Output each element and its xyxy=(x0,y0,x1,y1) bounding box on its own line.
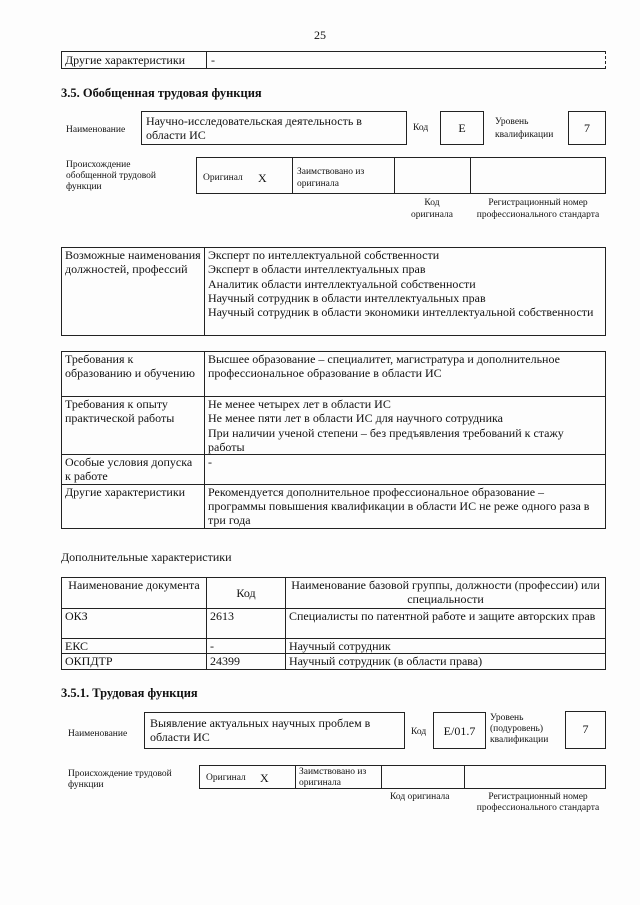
name-label: Наименование xyxy=(66,125,126,135)
position-item: Эксперт по интеллектуальной собственности xyxy=(208,248,440,262)
top-row-label: Другие характеристики xyxy=(65,53,186,67)
additional-table xyxy=(61,577,606,670)
reg-number-label: Регистрационный номер профессионального стандарта xyxy=(476,198,600,220)
level-label-2: Уровень (подуровень) квалификации xyxy=(490,713,549,745)
header-code: Код xyxy=(207,578,286,609)
doc-group: Научный сотрудник xyxy=(286,639,606,654)
top-row-value-cell xyxy=(206,51,606,69)
level-label: Уровень квалификации xyxy=(495,117,554,140)
level-value-2: 7 xyxy=(582,722,589,736)
additional-row xyxy=(62,609,606,639)
code-original-label: Код оригинала xyxy=(411,198,453,220)
origin-box-3 xyxy=(394,157,471,194)
origin-label: Происхождение обобщенной трудовой функции xyxy=(66,160,156,192)
reg-number-label-2: Регистрационный номер профессионального стандарта xyxy=(476,792,600,813)
header-group: Наименование базовой группы, должности (профессии) или специальности xyxy=(286,578,606,609)
origin-box-2-4 xyxy=(464,765,606,789)
positions-list xyxy=(205,248,606,336)
requirement-value: - xyxy=(205,455,606,485)
origin-box-2-3 xyxy=(381,765,465,789)
requirement-row xyxy=(62,352,606,397)
code-label: Код xyxy=(413,123,429,133)
original-label: Оригинал xyxy=(203,173,243,183)
requirement-row xyxy=(62,397,606,455)
additional-heading: Дополнительные характеристики xyxy=(61,550,232,564)
position-item: Научный сотрудник в области интеллектуальных прав xyxy=(208,290,486,305)
additional-header-row xyxy=(62,578,606,609)
original-label-2: Оригинал xyxy=(206,773,246,783)
header-document: Наименование документа xyxy=(62,578,207,609)
doc-code: 2613 xyxy=(207,609,286,639)
code-value-2: E/01.7 xyxy=(443,724,476,738)
doc-code: - xyxy=(207,639,286,654)
requirement-label: Требования к опыту практической работы xyxy=(62,397,205,455)
code-label-2: Код xyxy=(411,727,427,737)
position-item: Аналитик области интеллектуальной собственности xyxy=(208,276,476,291)
original-mark-2: Х xyxy=(260,771,269,785)
doc-name: ЕКС xyxy=(62,639,207,654)
origin-box-4 xyxy=(470,157,606,194)
name-value: Научно-исследовательская деятельность в области ИС xyxy=(146,114,362,142)
doc-name: ОКПДТР xyxy=(62,654,207,669)
borrowed-label-2: Заимствовано из оригинала xyxy=(299,767,367,788)
positions-label: Возможные наименования должностей, профессий xyxy=(62,248,205,336)
original-mark: Х xyxy=(258,171,267,185)
requirements-table xyxy=(61,351,606,529)
borrowed-label: Заимствовано из оригинала xyxy=(297,167,365,189)
doc-name: ОКЗ xyxy=(62,609,207,639)
requirement-value: Рекомендуется дополнительное профессиональное образование – программы повышения квалификации в области ИС не реже одного раза в три года xyxy=(205,484,606,528)
section-heading: 3.5. Обобщенная трудовая функция xyxy=(61,86,262,100)
requirement-value: Высшее образование – специалитет, магистратура и дополнительное профессиональное образование в области ИС xyxy=(205,352,606,397)
doc-group: Научный сотрудник (в области права) xyxy=(286,654,606,669)
positions-table xyxy=(61,247,606,336)
doc-code: 24399 xyxy=(207,654,286,669)
subsection-heading: 3.5.1. Трудовая функция xyxy=(61,686,198,700)
origin-label-2: Происхождение трудовой функции xyxy=(68,769,172,790)
requirement-label: Другие характеристики xyxy=(62,484,205,528)
top-row-value: - xyxy=(211,53,215,67)
doc-group: Специалисты по патентной работе и защите авторских прав xyxy=(286,609,606,639)
requirement-label: Особые условия допуска к работе xyxy=(62,455,205,485)
code-value: E xyxy=(458,121,466,135)
position-item: Эксперт в области интеллектуальных прав xyxy=(208,262,426,277)
name-value-2: Выявление актуальных научных проблем в области ИС xyxy=(150,716,371,744)
page-number: 25 xyxy=(314,28,326,42)
requirement-row xyxy=(62,455,606,485)
positions-row xyxy=(62,248,606,336)
position-item: Научный сотрудник в области экономики интеллектуальной собственности xyxy=(208,305,594,320)
additional-row xyxy=(62,654,606,669)
requirement-label: Требования к образованию и обучению xyxy=(62,352,205,397)
name-label-2: Наименование xyxy=(68,729,128,739)
level-value: 7 xyxy=(584,121,590,135)
requirement-row xyxy=(62,484,606,528)
code-original-label-2: Код оригинала xyxy=(390,792,450,802)
requirement-value: Не менее четырех лет в области ИС Не менее пяти лет в области ИС для научного сотрудника При наличии ученой степени – без предъявления требований к стажу работы xyxy=(205,397,606,455)
additional-row xyxy=(62,639,606,654)
